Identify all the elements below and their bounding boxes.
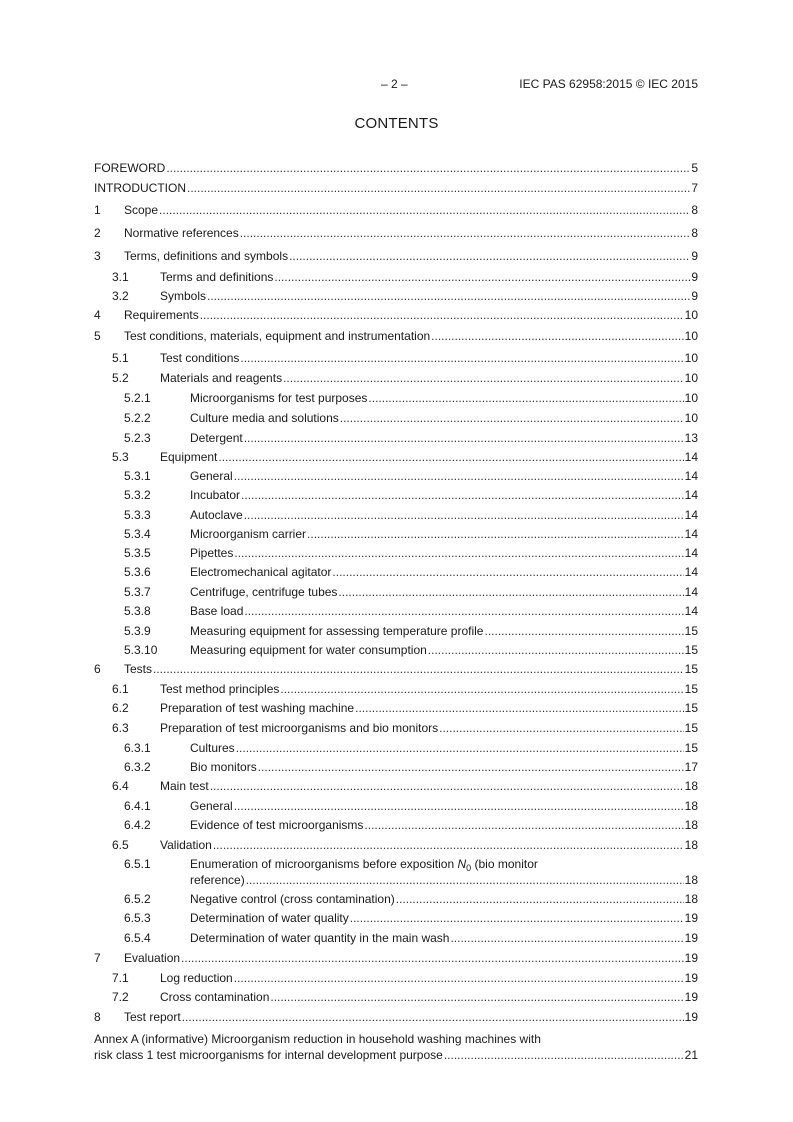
toc-entry-title: Log reduction: [160, 971, 233, 985]
toc-entry-page: 9: [691, 249, 698, 263]
dot-leader: [218, 449, 683, 465]
toc-entry[interactable]: [94, 390, 698, 406]
toc-entry[interactable]: [94, 642, 698, 658]
toc-entry[interactable]: [94, 681, 698, 697]
toc-entry-title: Negative control (cross contamination): [190, 892, 395, 906]
dot-leader: [332, 564, 683, 580]
toc-entry[interactable]: [94, 160, 698, 176]
toc-entry-number: 6.3.2: [124, 760, 151, 774]
dot-leader: [244, 507, 684, 523]
toc-entry-page: 18: [684, 818, 698, 832]
toc-entry-title: Determination of water quality: [190, 911, 349, 925]
toc-entry-number: 5.1: [112, 351, 129, 365]
toc-entry-page: 19: [684, 990, 698, 1004]
toc-entry-number: 4: [94, 308, 101, 322]
page-number: – 2 –: [381, 77, 408, 91]
toc-entry-number: 6.2: [112, 701, 129, 715]
toc-entry-number: 5.3.9: [124, 624, 151, 638]
dot-leader: [450, 930, 683, 946]
toc-entry[interactable]: [94, 526, 698, 542]
toc-entry[interactable]: [94, 910, 698, 926]
toc-entry-title: FOREWORD: [94, 161, 166, 175]
formula-subscript: 0: [466, 863, 472, 873]
toc-entry-page: 18: [684, 873, 698, 887]
toc-entry-title: Tests: [124, 662, 153, 676]
toc-entry[interactable]: [94, 370, 698, 386]
toc-entry-number: 5.3.5: [124, 546, 151, 560]
toc-entry-title: Detergent: [190, 431, 243, 445]
dot-leader: [159, 202, 690, 218]
toc-entry[interactable]: [94, 410, 698, 426]
dot-leader: [270, 989, 683, 1005]
toc-entry-page: 10: [684, 411, 698, 425]
dot-leader: [182, 1009, 684, 1025]
toc-entry-title: Electromechanical agitator: [190, 565, 332, 579]
toc-entry-page: 8: [691, 226, 698, 240]
toc-entry[interactable]: [94, 487, 698, 503]
dot-leader: [444, 1047, 684, 1063]
toc-entry-title: Autoclave: [190, 508, 243, 522]
toc-entry-page: 15: [684, 682, 698, 696]
toc-entry-title: Pipettes: [190, 546, 234, 560]
toc-entry-title: Terms and definitions: [160, 270, 274, 284]
toc-entry[interactable]: [94, 507, 698, 523]
toc-entry-title-text: (bio monitor: [474, 857, 538, 871]
toc-entry-page: 15: [684, 662, 698, 676]
dot-leader: [364, 817, 683, 833]
toc-entry[interactable]: [94, 225, 698, 241]
toc-entry[interactable]: [94, 740, 698, 756]
toc-entry[interactable]: [94, 307, 698, 323]
toc-entry-title: Test conditions: [160, 351, 240, 365]
toc-entry[interactable]: [94, 700, 698, 716]
dot-leader: [240, 350, 683, 366]
toc-entry-number: 6.4.1: [124, 799, 151, 813]
toc-entry[interactable]: [94, 545, 698, 561]
toc-entry-title: Evidence of test microorganisms: [190, 818, 364, 832]
toc-entry-title: Main test: [160, 779, 209, 793]
toc-entry-number: 6.1: [112, 682, 129, 696]
dot-leader: [350, 910, 684, 926]
toc-entry-page: 15: [684, 643, 698, 657]
dot-leader: [244, 603, 683, 619]
toc-entry-page: 21: [684, 1048, 698, 1062]
toc-entry-number: 5.2.1: [124, 391, 151, 405]
document-reference: IEC PAS 62958:2015 © IEC 2015: [519, 77, 698, 91]
toc-entry-title-text: Annex A (informative) Microorganism reduction in household washing machines with: [94, 1032, 541, 1046]
toc-entry-title: Bio monitors: [190, 760, 257, 774]
toc-entry-title: Microorganisms for test purposes: [190, 391, 368, 405]
toc-entry-title: Microorganism carrier: [190, 527, 307, 541]
dot-leader: [240, 225, 691, 241]
toc-entry-title-line1: [94, 1031, 698, 1047]
dot-leader: [213, 837, 684, 853]
toc-entry-page: 15: [684, 624, 698, 638]
toc-entry-page: 9: [691, 289, 698, 303]
toc-entry-title: Base load: [190, 604, 244, 618]
toc-entry-page: 18: [684, 799, 698, 813]
toc-entry[interactable]: [94, 817, 698, 833]
toc-entry-number: 5.3.1: [124, 469, 151, 483]
toc-entry[interactable]: [94, 269, 698, 285]
dot-leader: [234, 545, 683, 561]
dot-leader: [241, 487, 684, 503]
toc-entry[interactable]: [94, 584, 698, 600]
toc-entry-page: 8: [691, 203, 698, 217]
toc-entry-title: Terms, definitions and symbols: [124, 249, 289, 263]
toc-entry-title: Requirements: [124, 308, 199, 322]
toc-entry-number: 5.2: [112, 371, 129, 385]
toc-entry-page: 10: [684, 308, 698, 322]
toc-entry[interactable]: [94, 328, 698, 344]
toc-entry-number: 3.1: [112, 270, 129, 284]
dot-leader: [236, 740, 684, 756]
dot-leader: [368, 390, 683, 406]
dot-leader: [439, 720, 684, 736]
toc-entry[interactable]: [94, 430, 698, 446]
toc-entry-page: 7: [691, 181, 698, 195]
toc-entry-page: 14: [684, 488, 698, 502]
toc-entry-title: Cultures: [190, 741, 235, 755]
toc-entry-page: 14: [684, 546, 698, 560]
toc-entry-title: Measuring equipment for water consumption: [190, 643, 427, 657]
toc-entry-page: 14: [684, 604, 698, 618]
dot-leader: [280, 681, 683, 697]
toc-entry[interactable]: [94, 468, 698, 484]
toc-entry[interactable]: [94, 288, 698, 304]
toc-entry-page: 10: [684, 329, 698, 343]
toc-entry[interactable]: [94, 778, 698, 794]
toc-entry-page: 14: [684, 585, 698, 599]
toc-entry-number: 5.3.7: [124, 585, 151, 599]
toc-entry-number: 8: [94, 1010, 101, 1024]
toc-entry-page: 5: [691, 161, 698, 175]
toc-entry-page: 19: [684, 971, 698, 985]
toc-entry-title: Determination of water quantity in the main wash: [190, 931, 450, 945]
toc-entry-page: 15: [684, 721, 698, 735]
toc-entry-page: 18: [684, 779, 698, 793]
toc-entry-number: 5.3.4: [124, 527, 151, 541]
toc-entry-title: Incubator: [190, 488, 241, 502]
dot-leader: [210, 778, 684, 794]
toc-entry-number: 6: [94, 662, 101, 676]
dot-leader: [431, 328, 683, 344]
toc-entry-title: General: [190, 469, 233, 483]
toc-entry-number: 5.2.3: [124, 431, 151, 445]
toc-entry[interactable]: [94, 798, 698, 814]
toc-entry-title: Preparation of test washing machine: [160, 701, 355, 715]
dot-leader: [274, 269, 690, 285]
toc-entry-page: 15: [684, 701, 698, 715]
toc-entry[interactable]: [94, 202, 698, 218]
toc-entry[interactable]: [94, 930, 698, 946]
toc-entry-number: 5.2.2: [124, 411, 151, 425]
toc-entry-title: General: [190, 799, 233, 813]
toc-entry-title: Test report: [124, 1010, 181, 1024]
toc-entry-number: 2: [94, 226, 101, 240]
toc-entry-page: 14: [684, 508, 698, 522]
dot-leader: [396, 891, 684, 907]
toc-entry-page: 19: [684, 911, 698, 925]
toc-entry-number: 7.1: [112, 971, 129, 985]
toc-entry-number: 6.3: [112, 721, 129, 735]
toc-entry-page: 14: [684, 527, 698, 541]
dot-leader: [244, 430, 684, 446]
toc-entry-number: 6.5.2: [124, 892, 151, 906]
dot-leader: [187, 180, 690, 196]
toc-entry-page: 14: [684, 469, 698, 483]
toc-entry-title: Equipment: [160, 450, 218, 464]
toc-entry[interactable]: [94, 856, 698, 888]
toc-entry-page: 17: [684, 760, 698, 774]
toc-entry-page: 19: [684, 931, 698, 945]
toc-entry-title: Materials and reagents: [160, 371, 283, 385]
dot-leader: [153, 661, 684, 677]
dot-leader: [355, 700, 684, 716]
toc-entry[interactable]: [94, 970, 698, 986]
toc-entry-number: 6.5: [112, 838, 129, 852]
toc-entry-title: Symbols: [160, 289, 207, 303]
toc-entry-title: Evaluation: [124, 951, 181, 965]
toc-entry-page: 14: [684, 565, 698, 579]
toc-entry-number: 6.5.1: [124, 857, 151, 871]
toc-entry-page: 10: [684, 391, 698, 405]
toc-entry[interactable]: [94, 623, 698, 639]
toc-entry[interactable]: [94, 837, 698, 853]
contents-title: CONTENTS: [354, 115, 439, 132]
toc-entry-title: Culture media and solutions: [190, 411, 339, 425]
toc-entry-number: 3.2: [112, 289, 129, 303]
toc-entry-number: 5: [94, 329, 101, 343]
dot-leader: [207, 288, 690, 304]
dot-leader: [246, 872, 684, 888]
toc-entry-page: 15: [684, 741, 698, 755]
toc-entry-number: 6.5.3: [124, 911, 151, 925]
toc-entry-title: INTRODUCTION: [94, 181, 186, 195]
toc-entry[interactable]: [94, 603, 698, 619]
toc-entry-number: 6.4: [112, 779, 129, 793]
toc-entry-title: Centrifuge, centrifuge tubes: [190, 585, 338, 599]
toc-entry[interactable]: [94, 180, 698, 196]
toc-entry[interactable]: [94, 1009, 698, 1025]
toc-entry-number: 7: [94, 951, 101, 965]
toc-entry-title: risk class 1 test microorganisms for internal development purpose: [94, 1048, 443, 1062]
toc-entry-title: Cross contamination: [160, 990, 270, 1004]
toc-entry-number: 6.4.2: [124, 818, 151, 832]
toc-entry-page: 19: [684, 951, 698, 965]
toc-entry-title: Test method principles: [160, 682, 280, 696]
toc-entry-page: 14: [684, 450, 698, 464]
toc-entry[interactable]: [94, 564, 698, 580]
dot-leader: [307, 526, 684, 542]
toc-entry[interactable]: [94, 720, 698, 736]
dot-leader: [258, 759, 684, 775]
toc-entry-title: Preparation of test microorganisms and bio monitors: [160, 721, 439, 735]
toc-entry[interactable]: [94, 989, 698, 1005]
dot-leader: [166, 160, 690, 176]
dot-leader: [289, 248, 690, 264]
dot-leader: [283, 370, 684, 386]
toc-entry[interactable]: [94, 950, 698, 966]
toc-entry-number: 6.3.1: [124, 741, 151, 755]
toc-entry-title: Validation: [160, 838, 212, 852]
toc-entry-page: 18: [684, 838, 698, 852]
toc-entry-number: 5.3.3: [124, 508, 151, 522]
toc-entry[interactable]: [94, 350, 698, 366]
dot-leader: [340, 410, 684, 426]
toc-entry-page: 13: [684, 431, 698, 445]
dot-leader: [234, 970, 684, 986]
toc-entry-number: 3: [94, 249, 101, 263]
dot-leader: [234, 798, 684, 814]
toc-entry-title-text: Enumeration of microorganisms before exposition: [190, 857, 455, 871]
toc-entry-page: 18: [684, 892, 698, 906]
dot-leader: [234, 468, 684, 484]
toc-entry[interactable]: [94, 449, 698, 465]
toc-entry-title: Measuring equipment for assessing temperature profile: [190, 624, 484, 638]
toc-entry[interactable]: [94, 1031, 698, 1063]
toc-entry[interactable]: [94, 759, 698, 775]
toc-entry[interactable]: [94, 661, 698, 677]
toc-entry-number: 5.3.10: [124, 643, 158, 657]
toc-entry-title: Normative references: [124, 226, 239, 240]
dot-leader: [338, 584, 683, 600]
toc-entry-number: 6.5.4: [124, 931, 151, 945]
toc-entry-page: 19: [684, 1010, 698, 1024]
formula-variable: N: [457, 857, 467, 871]
toc-entry-number: 5.3.8: [124, 604, 151, 618]
toc-entry-title: reference): [190, 873, 245, 887]
toc-entry-title: Test conditions, materials, equipment and instrumentation: [124, 329, 431, 343]
dot-leader: [484, 623, 683, 639]
toc-entry-number: 7.2: [112, 990, 129, 1004]
toc-entry-number: 1: [94, 203, 101, 217]
dot-leader: [181, 950, 684, 966]
toc-entry[interactable]: [94, 248, 698, 264]
dot-leader: [428, 642, 684, 658]
toc-entry-number: 5.3.6: [124, 565, 151, 579]
toc-entry[interactable]: [94, 891, 698, 907]
toc-entry-title: Scope: [124, 203, 159, 217]
toc-entry-page: 10: [684, 371, 698, 385]
toc-entry-page: 9: [691, 270, 698, 284]
toc-entry-number: 5.3.2: [124, 488, 151, 502]
dot-leader: [200, 307, 684, 323]
toc-entry-number: 5.3: [112, 450, 129, 464]
toc-entry-page: 10: [684, 351, 698, 365]
